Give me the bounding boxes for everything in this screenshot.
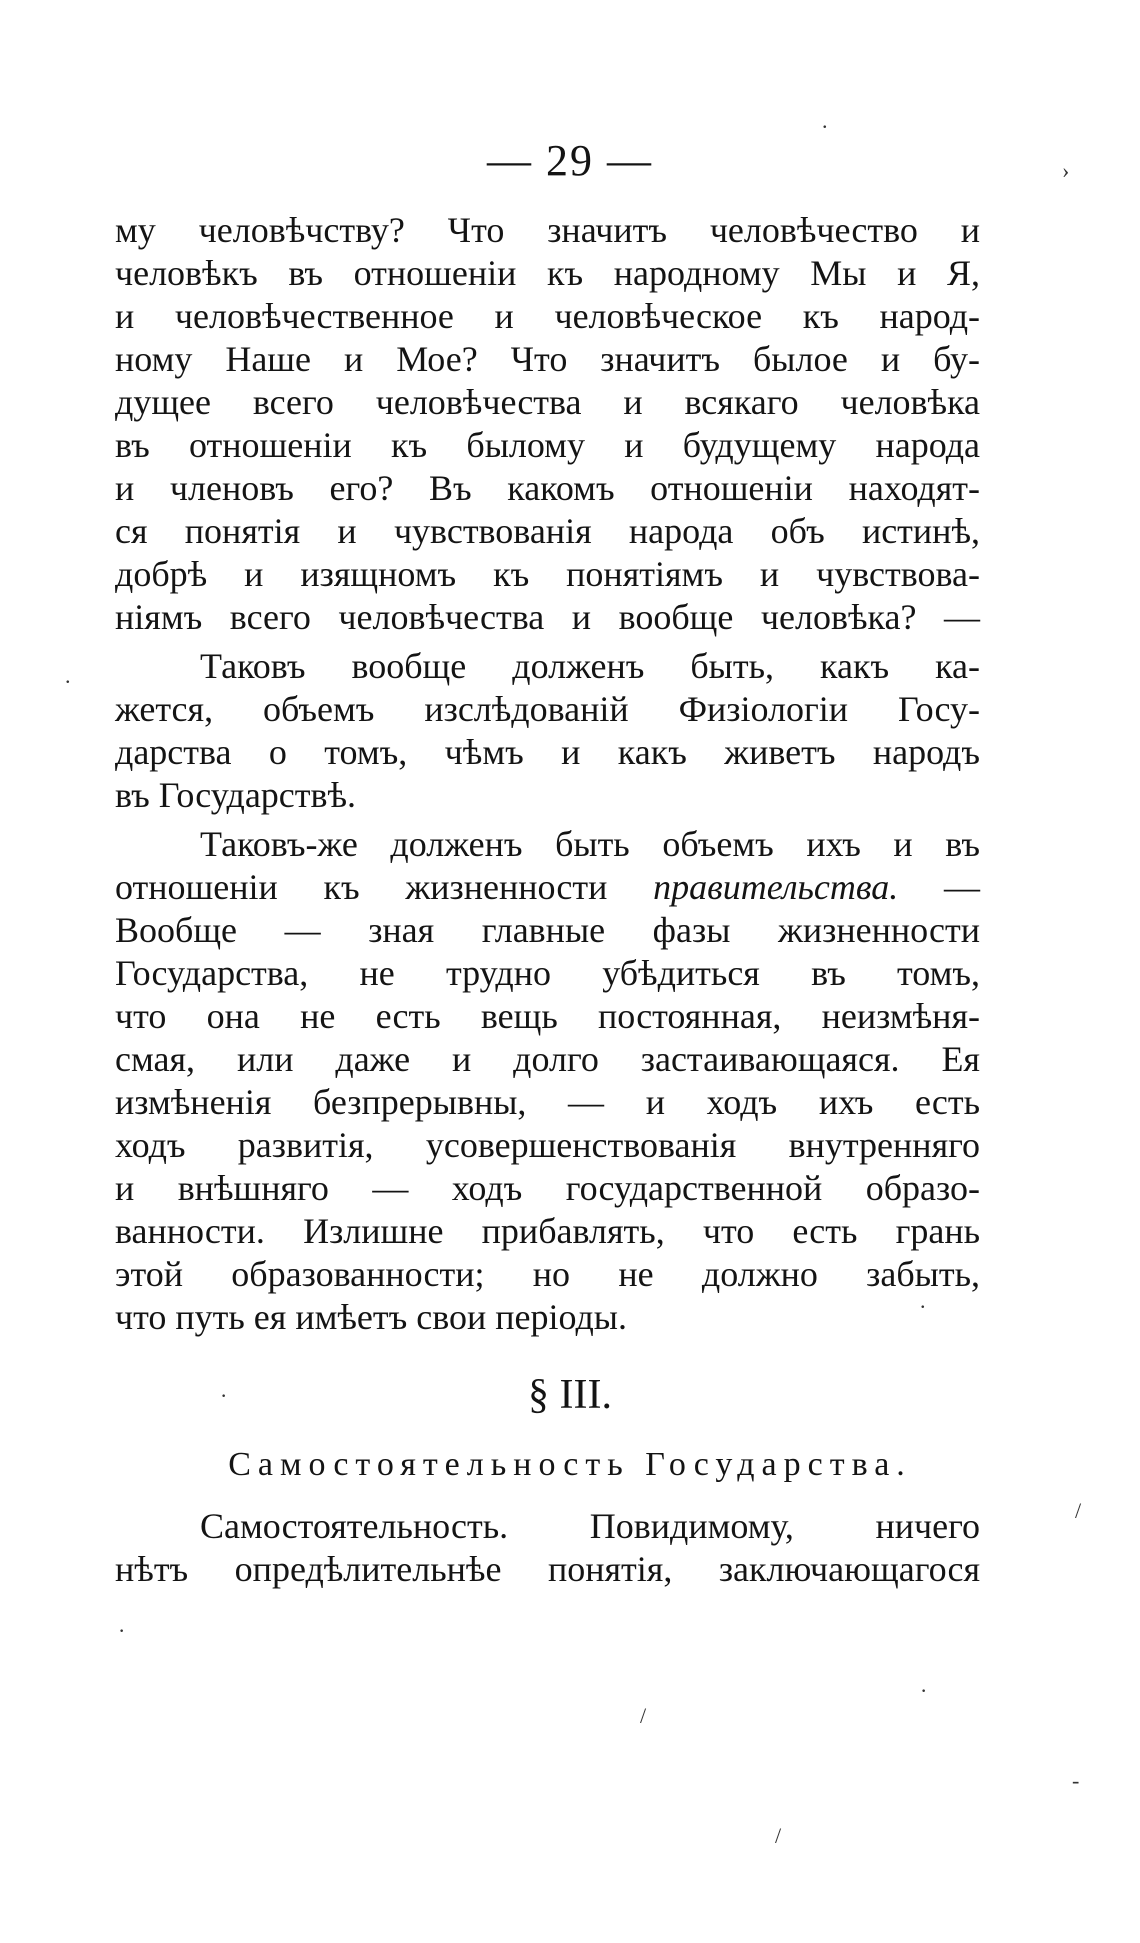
text-run: отношеніи къ жизненности — [115, 867, 654, 907]
text-line: въ Государствѣ. — [115, 775, 357, 815]
text-line: му человѣчству? Что значитъ человѣчество и — [115, 210, 980, 250]
scan-speck: . — [65, 663, 71, 688]
page-number: — 29 — — [487, 136, 653, 185]
scan-speck: / — [775, 1823, 782, 1848]
text-line: дарства о томъ, чѣмъ и какъ живетъ народъ — [115, 732, 980, 772]
text-line: ному Наше и Мое? Что значитъ былое и бу- — [115, 339, 980, 379]
text-line: Таковъ вообще долженъ быть, какъ ка- — [200, 646, 980, 686]
text-line: Государства, не трудно убѣдиться въ томъ, — [115, 953, 980, 993]
text-line: въ отношеніи къ былому и будущему народа — [115, 425, 980, 465]
scan-speck: / — [640, 1703, 647, 1728]
text-line: измѣненія безпрерывны, — и ходъ ихъ есть — [115, 1082, 980, 1122]
scan-speck: - — [1072, 1768, 1080, 1793]
text-line: жется, объемъ изслѣдованій Физіологіи Госу- — [115, 689, 980, 729]
text-line: человѣкъ въ отношеніи къ народному Мы и Я, — [115, 253, 980, 293]
text-line: дущее всего человѣчества и всякаго человѣка — [115, 382, 980, 422]
text-line: этой образованности; но не должно забыть, — [115, 1254, 980, 1294]
section-number: § III. — [528, 1372, 612, 1418]
text-line: ванности. Излишне прибавлять, что есть грань — [115, 1211, 980, 1251]
text-line: и человѣчественное и человѣческое къ народ- — [115, 296, 980, 336]
text-line: смая, или даже и долго застаивающаяся. Ея — [115, 1039, 980, 1079]
text-run: — — [898, 867, 981, 907]
text-line — [115, 867, 980, 907]
text-line: Вообще — зная главные фазы жизненности — [115, 910, 980, 950]
text-line: Таковъ-же долженъ быть объемъ ихъ и въ — [200, 824, 980, 864]
text-line: ніямъ всего человѣчества и вообще человѣка? — — [115, 597, 980, 637]
scan-speck: · — [220, 1383, 228, 1408]
text-line: что она не есть вещь постоянная, неизмѣня- — [115, 996, 980, 1036]
italic-term: правительства. — [653, 867, 899, 907]
scan-speck: · — [118, 1618, 126, 1643]
text-line: Самостоятельность. Повидимому, ничего — [200, 1506, 980, 1546]
text-line: добрѣ и изящномъ къ понятіямъ и чувствова- — [115, 554, 980, 594]
section-title: Самостоятельность Государства. — [228, 1446, 912, 1483]
text-line: и членовъ его? Въ какомъ отношеніи находят- — [115, 468, 980, 508]
text-line: ся понятія и чувствованія народа объ истинѣ, — [115, 511, 980, 551]
text-line: нѣтъ опредѣлительнѣе понятія, заключающагося — [115, 1549, 980, 1589]
scan-speck: · — [920, 1678, 928, 1703]
text-line: что путь ея имѣетъ свои періоды. — [115, 1297, 627, 1337]
scan-speck: . — [822, 108, 828, 133]
scan-speck: › — [1062, 158, 1070, 183]
text-line: ходъ развитія, усовершенствованія внутренняго — [115, 1125, 980, 1165]
scan-speck: / — [1075, 1498, 1082, 1523]
text-line: и внѣшняго — ходъ государственной образо- — [115, 1168, 980, 1208]
scan-speck: . — [920, 1288, 926, 1313]
